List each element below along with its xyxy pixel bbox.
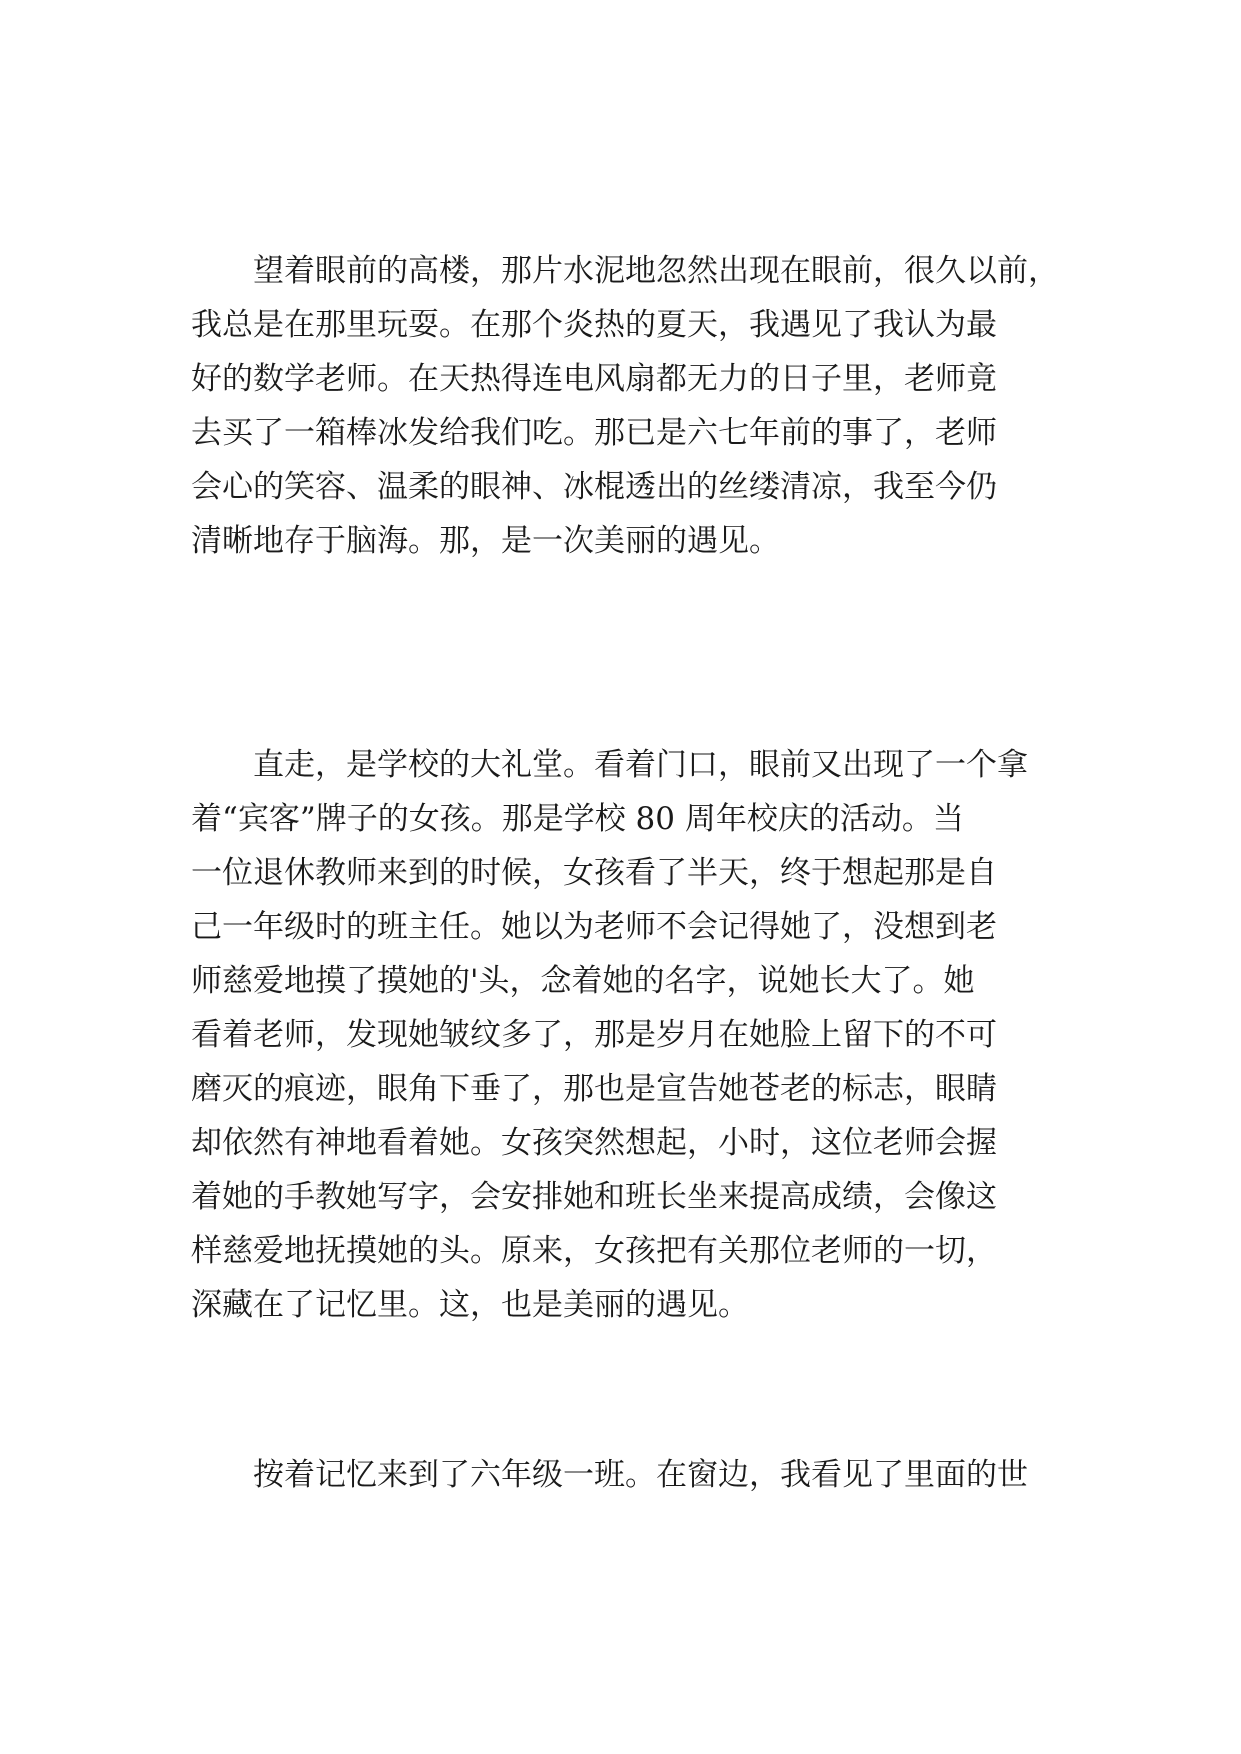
text-line: 深藏在了记忆里。这，也是美丽的遇见。 (191, 1287, 749, 1323)
text-line: 着“宾客”牌子的女孩。那是学校 80 周年校庆的活动。当 (191, 801, 964, 837)
text-line: 望着眼前的高楼，那片水泥地忽然出现在眼前，很久以前， (191, 253, 1059, 289)
paragraph-2 (191, 738, 1051, 1332)
text-line: 着她的手教她写字，会安排她和班长坐来提高成绩，会像这 (191, 1179, 997, 1215)
text-line: 却依然有神地看着她。女孩突然想起，小时，这位老师会握 (191, 1125, 997, 1161)
text-line: 我总是在那里玩耍。在那个炎热的夏天，我遇见了我认为最 (191, 307, 997, 343)
text-line: 样慈爱地抚摸她的头。原来，女孩把有关那位老师的一切， (191, 1233, 997, 1269)
paragraph-3 (191, 1448, 1051, 1502)
text-line: 直走，是学校的大礼堂。看着门口，眼前又出现了一个拿 (191, 747, 1028, 783)
text-line: 一位退休教师来到的时候，女孩看了半天，终于想起那是自 (191, 855, 997, 891)
text-line: 清晰地存于脑海。那，是一次美丽的遇见。 (191, 523, 780, 559)
text-line: 磨灭的痕迹，眼角下垂了，那也是宣告她苍老的标志，眼睛 (191, 1071, 997, 1107)
text-line: 看着老师，发现她皱纹多了，那是岁月在她脸上留下的不可 (191, 1017, 997, 1053)
paragraph-1 (191, 244, 1059, 568)
text-line: 好的数学老师。在天热得连电风扇都无力的日子里，老师竟 (191, 361, 997, 397)
text-line: 己一年级时的班主任。她以为老师不会记得她了，没想到老 (191, 909, 997, 945)
text-line: 去买了一箱棒冰发给我们吃。那已是六七年前的事了，老师 (191, 415, 997, 451)
text-line: 按着记忆来到了六年级一班。在窗边，我看见了里面的世 (191, 1457, 1028, 1493)
text-line: 会心的笑容、温柔的眼神、冰棍透出的丝缕清凉，我至今仍 (191, 469, 997, 505)
text-line: 师慈爱地摸了摸她的'头，念着她的名字，说她长大了。她 (191, 963, 975, 999)
